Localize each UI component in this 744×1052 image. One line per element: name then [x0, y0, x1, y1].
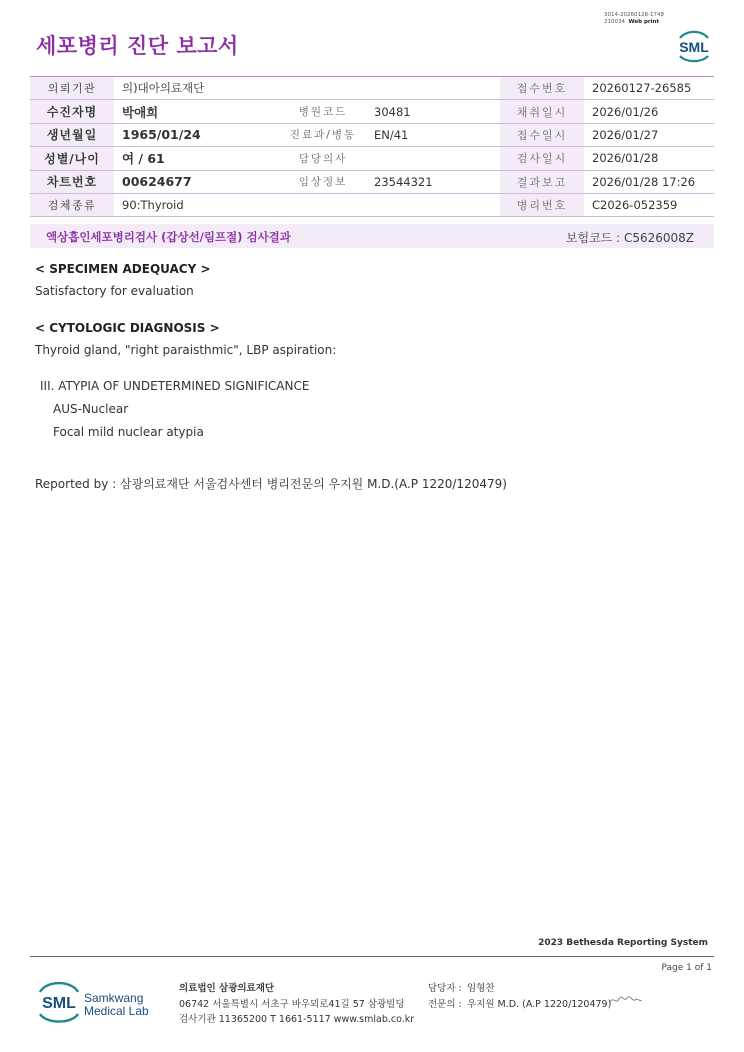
svg-text:Samkwang: Samkwang: [84, 991, 144, 1005]
info-value-v3: 2026/01/26: [584, 100, 714, 123]
info-value-v2: 30481: [366, 100, 500, 123]
info-label-l2: 담당의사: [280, 147, 366, 170]
info-label-l3: 결과보고: [500, 170, 584, 193]
info-row: [30, 100, 714, 123]
info-label-l3: 검사일시: [500, 147, 584, 170]
info-value-v2: [366, 77, 500, 100]
info-label-l2: [280, 77, 366, 100]
reporting-system: 2023 Bethesda Reporting System: [538, 938, 708, 948]
print-code: [604, 12, 714, 26]
info-row: [30, 170, 714, 193]
svg-text:SML: SML: [42, 995, 76, 1012]
info-label-l3: 접수일시: [500, 123, 584, 146]
print-code-line1: 3014-20260128-1748: [604, 12, 664, 18]
info-value-v2: EN/41: [366, 123, 500, 146]
info-label-l1: 수진자명: [30, 100, 114, 123]
diagnosis-subcategory: AUS-Nuclear: [53, 402, 129, 416]
info-label-l2: 임상정보: [280, 170, 366, 193]
diagnosis-site: Thyroid gland, "right paraisthmic", LBP aspiration:: [35, 343, 337, 357]
adequacy-text: Satisfactory for evaluation: [35, 284, 194, 298]
footer-divider: [30, 956, 714, 957]
info-label-l2: 병원코드: [280, 100, 366, 123]
info-row: [30, 147, 714, 170]
diagnosis-heading: < CYTOLOGIC DIAGNOSIS >: [35, 321, 220, 335]
info-row: [30, 123, 714, 146]
info-row: [30, 193, 714, 216]
org-contact: 검사기관 11365200 T 1661-5117 www.smlab.co.kr: [179, 1014, 415, 1025]
print-code-line2: 210034 Web print: [604, 19, 660, 25]
info-label-l2: [280, 193, 366, 216]
info-label-l2: 진료과/병동: [280, 123, 366, 146]
info-label-l1: 생년월일: [30, 123, 114, 146]
insurance-code: 보험코드 : C5626008Z: [565, 231, 694, 245]
info-value-v2: [366, 147, 500, 170]
svg-text:Medical Lab: Medical Lab: [84, 1004, 149, 1018]
info-label-l3: 채취일시: [500, 100, 584, 123]
signature-icon: [608, 993, 644, 1007]
page-title: 세포병리 진단 보고서: [36, 34, 239, 58]
info-value-v3: 2026/01/27: [584, 123, 714, 146]
info-value-v3: 2026/01/28 17:26: [584, 170, 714, 193]
info-row: [30, 77, 714, 100]
org-name: 의료법인 삼광의료재단: [179, 983, 275, 994]
reported-by: Reported by : 삼광의료재단 서울검사센터 병리전문의 우지원 M.D.(A.P 1220/120479): [35, 477, 507, 491]
info-value-v1: 00624677: [114, 170, 280, 193]
info-label-l3: 접수번호: [500, 77, 584, 100]
info-label-l3: 병리번호: [500, 193, 584, 216]
info-label-l1: 의뢰기관: [30, 77, 114, 100]
page-number: Page 1 of 1: [661, 963, 712, 973]
svg-text:SML: SML: [679, 39, 709, 55]
info-label-l1: 차트번호: [30, 170, 114, 193]
diagnosis-finding: Focal mild nuclear atypia: [53, 425, 204, 439]
staff-name: 임형찬: [467, 983, 495, 994]
org-address: 06742 서울특별시 서초구 바우뫼로41길 57 삼광빌딩: [179, 999, 405, 1010]
adequacy-heading: < SPECIMEN ADEQUACY >: [35, 262, 211, 276]
test-name: 액상흡인세포병리검사 (갑상선/림프절) 검사결과: [46, 230, 291, 244]
info-value-v2: [366, 193, 500, 216]
info-value-v3: 20260127-26585: [584, 77, 714, 100]
patient-info-table: [30, 76, 714, 217]
staff-label: 담당자 :: [428, 983, 462, 994]
info-value-v3: 2026/01/28: [584, 147, 714, 170]
info-value-v1: 90:Thyroid: [114, 193, 280, 216]
info-value-v3: C2026-052359: [584, 193, 714, 216]
samkwang-logo-icon: [36, 980, 166, 1026]
info-value-v1: 1965/01/24: [114, 123, 280, 146]
info-value-v2: 23544321: [366, 170, 500, 193]
info-label-l1: 검체종류: [30, 193, 114, 216]
info-value-v1: 박애희: [114, 100, 280, 123]
info-value-v1: 여 / 61: [114, 147, 280, 170]
specialist-label: 전문의 :: [428, 999, 462, 1010]
info-label-l1: 성별/나이: [30, 147, 114, 170]
specialist-name: 우지원 M.D. (A.P 1220/120479): [467, 999, 612, 1010]
diagnosis-category: III. ATYPIA OF UNDETERMINED SIGNIFICANCE: [40, 379, 310, 393]
sml-logo-icon: [674, 28, 714, 64]
info-value-v1: 의)대아의료재단: [114, 77, 280, 100]
